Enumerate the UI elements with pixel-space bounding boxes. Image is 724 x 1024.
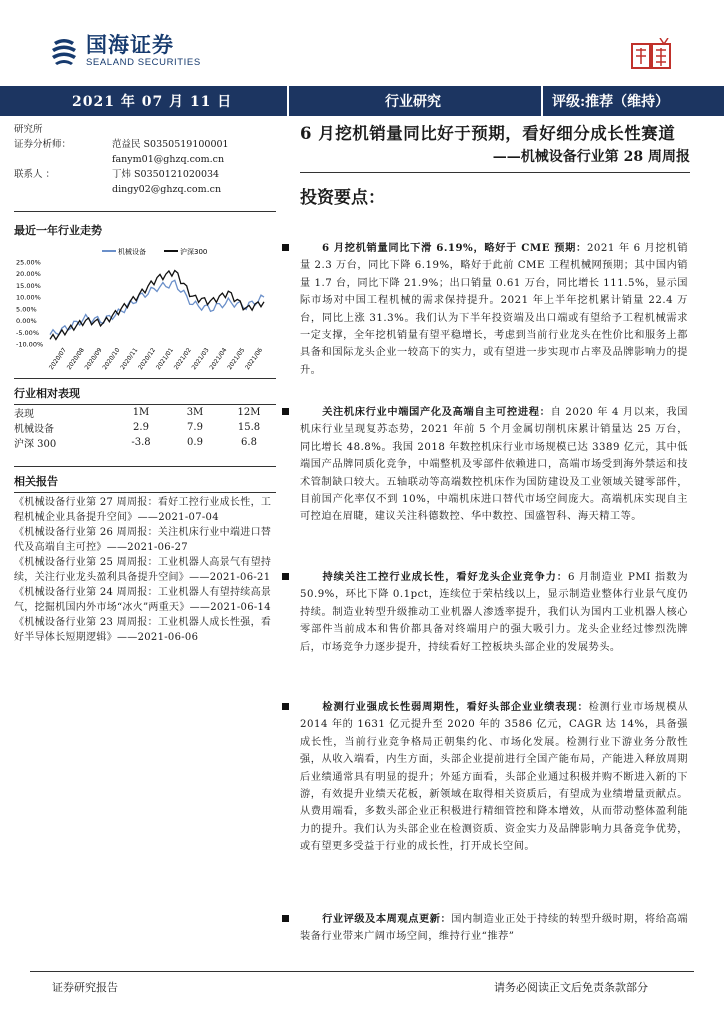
report-rating: 评级:推荐（维持） — [552, 94, 670, 110]
key-point-text: 6 月制造业 PMI 指数为 50.9%，环比下降 0.1pct，连续位于荣枯线以上，显示制造业整体行业景气度仍持续。制造业转型升级推动工业机器人渗透率提升，我们认为国内工业机器人核心零部件当前成本和售价都具备对终端用户的强大吸引力。龙头企业经过惨烈洗牌后，市场竞争力逐步提升，持续看好工控板块头部企业的发展势头。 — [300, 572, 689, 653]
x-tick-label: 2020/07 — [47, 346, 68, 372]
key-point-2 — [300, 404, 688, 526]
footer-divider — [30, 971, 694, 972]
banner-divider — [287, 86, 289, 116]
bullet-icon — [282, 244, 289, 251]
series-line-csi300 — [50, 271, 264, 340]
key-point-5 — [300, 911, 688, 946]
y-tick-label: 5.00% — [16, 305, 37, 314]
left-sidebar — [14, 122, 276, 645]
divider — [14, 378, 276, 379]
key-point-text: 检测行业市场规模从 2014 年的 1631 亿元提升至 2020 年的 3586 亿元，CAGR 达 14%，具备强成长性，当前行业竞争格局正朝集约化、市场化发展。检测行业下游业务分散性强，从收入端看，内生方面，头部企业提前进行全国产能布局，产能进入释放周期后业绩通常具有明显的提升；外延方面看，头部企业通过积极并购不断进入新的下游，有效提升业绩天花板，新领域在取得相关资质后，有望成为业绩增量贡献点。从费用端看，多数头部企业正积极进行精细管控和降本增效，从而带动整体盈利能力的提升。我们认为头部企业在检测资质、资金实力及品牌影响力具备竞争优势，或有望更多受益于行业的成长性，打开成长空间。 — [300, 702, 689, 853]
bullet-icon — [282, 408, 289, 415]
divider — [300, 172, 690, 173]
related-report-link[interactable]: 《机械设备行业第 25 周周报：工业机器人高景气有望持续，关注行业龙头盈利具备提升空间》——2021-06-21 — [14, 557, 272, 583]
related-report-link[interactable]: 《机械设备行业第 27 周周报：看好工控行业成长性，工程机械企业具备提升空间》——2021-07-04 — [14, 497, 272, 523]
y-tick-label: 25.00% — [16, 258, 41, 267]
logo-mark-icon — [50, 36, 78, 66]
trend-chart — [14, 244, 276, 374]
bullet-icon — [282, 915, 289, 922]
related-reports-title: 相关报告 — [14, 475, 58, 488]
chart-legend — [102, 247, 207, 256]
report-header — [300, 122, 690, 208]
x-tick-label: 2021/03 — [190, 346, 211, 372]
x-tick-label: 2021/06 — [244, 346, 265, 372]
seal-stamp-icon — [630, 38, 674, 72]
footer-label: 证券研究报告 — [52, 981, 118, 994]
company-logo — [50, 34, 201, 68]
y-tick-label: 20.00% — [16, 270, 41, 279]
performance-title: 行业相对表现 — [14, 387, 80, 400]
contact-row — [14, 167, 276, 182]
key-point-heading: 关注机床行业中端国产化及高端自主可控进程： — [322, 406, 551, 418]
y-tick-label: 15.00% — [16, 281, 41, 290]
contact-label: 联系人 ： — [14, 169, 56, 180]
bullet-icon — [282, 573, 289, 580]
banner-divider — [541, 86, 543, 116]
contact-email[interactable]: dingy02@ghzq.com.cn — [112, 184, 222, 195]
table-row: 机械设备 2.9 7.9 15.8 — [14, 422, 261, 435]
contact-name: 丁炜 S0350121020034 — [112, 169, 220, 180]
company-name-en: SEALAND SECURITIES — [86, 57, 201, 68]
bullet-icon — [282, 703, 289, 710]
key-points-title: 投资要点： — [300, 188, 385, 208]
x-tick-label: 2021/02 — [172, 346, 193, 372]
x-tick-label: 2020/10 — [101, 346, 122, 372]
y-tick-label: -10.00% — [16, 340, 44, 349]
x-tick-label: 2021/05 — [226, 346, 247, 372]
analyst-email[interactable]: fanym01@ghzq.com.cn — [112, 154, 225, 165]
series-line-machinery — [50, 280, 264, 334]
related-report-link[interactable]: 《机械设备行业第 24 周周报：工业机器人有望持续高景气，挖掘机国内外市场“冰火”两重天》——2021-06-14 — [14, 587, 272, 613]
key-point-heading: 6 月挖机销量同比下滑 6.19%，略好于 CME 预期： — [322, 242, 587, 254]
related-report-link[interactable]: 《机械设备行业第 26 周周报：关注机床行业中端进口替代及高端自主可控》——2021-06-27 — [14, 527, 272, 553]
y-tick-label: 10.00% — [16, 293, 41, 302]
divider — [14, 466, 276, 467]
analyst-name: 范益民 S0350519100001 — [112, 139, 229, 150]
report-subtitle: ——机械设备行业第 28 周周报 — [492, 149, 690, 165]
trend-title: 最近一年行业走势 — [14, 224, 102, 237]
key-point-heading: 行业评级及本周观点更新： — [322, 913, 452, 925]
legend-label-machinery: 机械设备 — [118, 248, 146, 256]
divider — [14, 211, 276, 212]
performance-table — [14, 405, 276, 450]
divider — [14, 492, 276, 493]
institute-label: 研究所 — [14, 124, 43, 135]
key-point-4 — [300, 699, 688, 856]
table-row: 沪深 300 -3.8 0.9 6.8 — [14, 437, 257, 450]
key-point-3 — [300, 569, 688, 656]
x-tick-label: 2020/12 — [137, 346, 158, 372]
legend-label-csi300: 沪深300 — [180, 248, 208, 256]
x-tick-label: 2020/11 — [119, 346, 140, 372]
key-point-heading: 检测行业强成长性弱周期性，看好头部企业业绩表现： — [322, 701, 589, 713]
x-tick-label: 2020/08 — [65, 346, 86, 372]
key-point-1 — [300, 240, 688, 379]
key-point-text: 自 2020 年 4 月以来，我国机床行业呈现复苏态势，2021 年前 5 个月金属切削机床累计销量达 25 万台，同比增长 48.8%。我国 2018 年数控机床行业市场规模已达 3389 亿元，其中低端国产品牌同质化竞争，中端整机及零部件依赖进口，高端市场受到海外禁运和技术管制缺口较大。五轴联动等高端数控机床作为国防建设及工业领域关键零部件，目前国产化率仅不到 10%，中端机床进口替代市场空间庞大。高端机床实现自主可控迫在眉睫，建议关注科德数控、华中数控、国盛智科、海天精工等。 — [300, 407, 688, 523]
report-type: 行业研究 — [385, 94, 441, 110]
key-point-text: 国内制造业正处于持续的转型升级时期，将给高端装备行业带来广阔市场空间，维持行业“推荐” — [300, 914, 689, 943]
table-header-row: 表现 1M 3M 12M — [14, 407, 261, 420]
header-banner — [0, 86, 724, 116]
footer-disclaimer: 请务必阅读正文后免责条款部分 — [494, 981, 648, 994]
x-tick-label: 2020/09 — [83, 346, 104, 372]
key-point-heading: 持续关注工控行业成长性，看好龙头企业竞争力： — [322, 571, 568, 583]
analyst-label: 证券分析师： — [14, 139, 72, 150]
related-reports-list — [14, 495, 276, 645]
report-title: 6 月挖机销量同比好于预期，看好细分成长性赛道 — [300, 124, 676, 143]
y-tick-label: 0.00% — [16, 317, 37, 326]
analyst-row — [14, 137, 276, 152]
company-name-cn: 国海证券 — [86, 33, 174, 57]
x-tick-label: 2021/01 — [154, 346, 175, 372]
related-report-link[interactable]: 《机械设备行业第 23 周周报：工业机器人成长性强，看好半导体长短期逻辑》——2021-06-06 — [14, 617, 272, 643]
x-tick-label: 2021/04 — [208, 346, 229, 372]
key-point-text: 2021 年 6 月挖机销量 2.3 万台，同比下降 6.19%，略好于此前 CME 工程机械网预期；其中国内销量 1.7 台，同比下降 21.9%；出口销量 0.61 万台，同比增长 111.5%，显示国际市场对中国工程机械的需求保持提升。2021 年上半年挖机累计销量 22.4 万台，同比上涨 31.3%。我们认为下半年投资端及出口端或有望给予工程机械需求一定支撑，全年挖机销量有望平稳增长，考虑到当前行业龙头在性价比和服务上都具备和国际龙头企业一较高下的实力，或有望进一步实现市占率及品牌影响力的提升。 — [300, 243, 689, 376]
y-tick-label: -5.00% — [16, 328, 39, 337]
report-date: 2021 年 07 月 11 日 — [72, 94, 233, 110]
